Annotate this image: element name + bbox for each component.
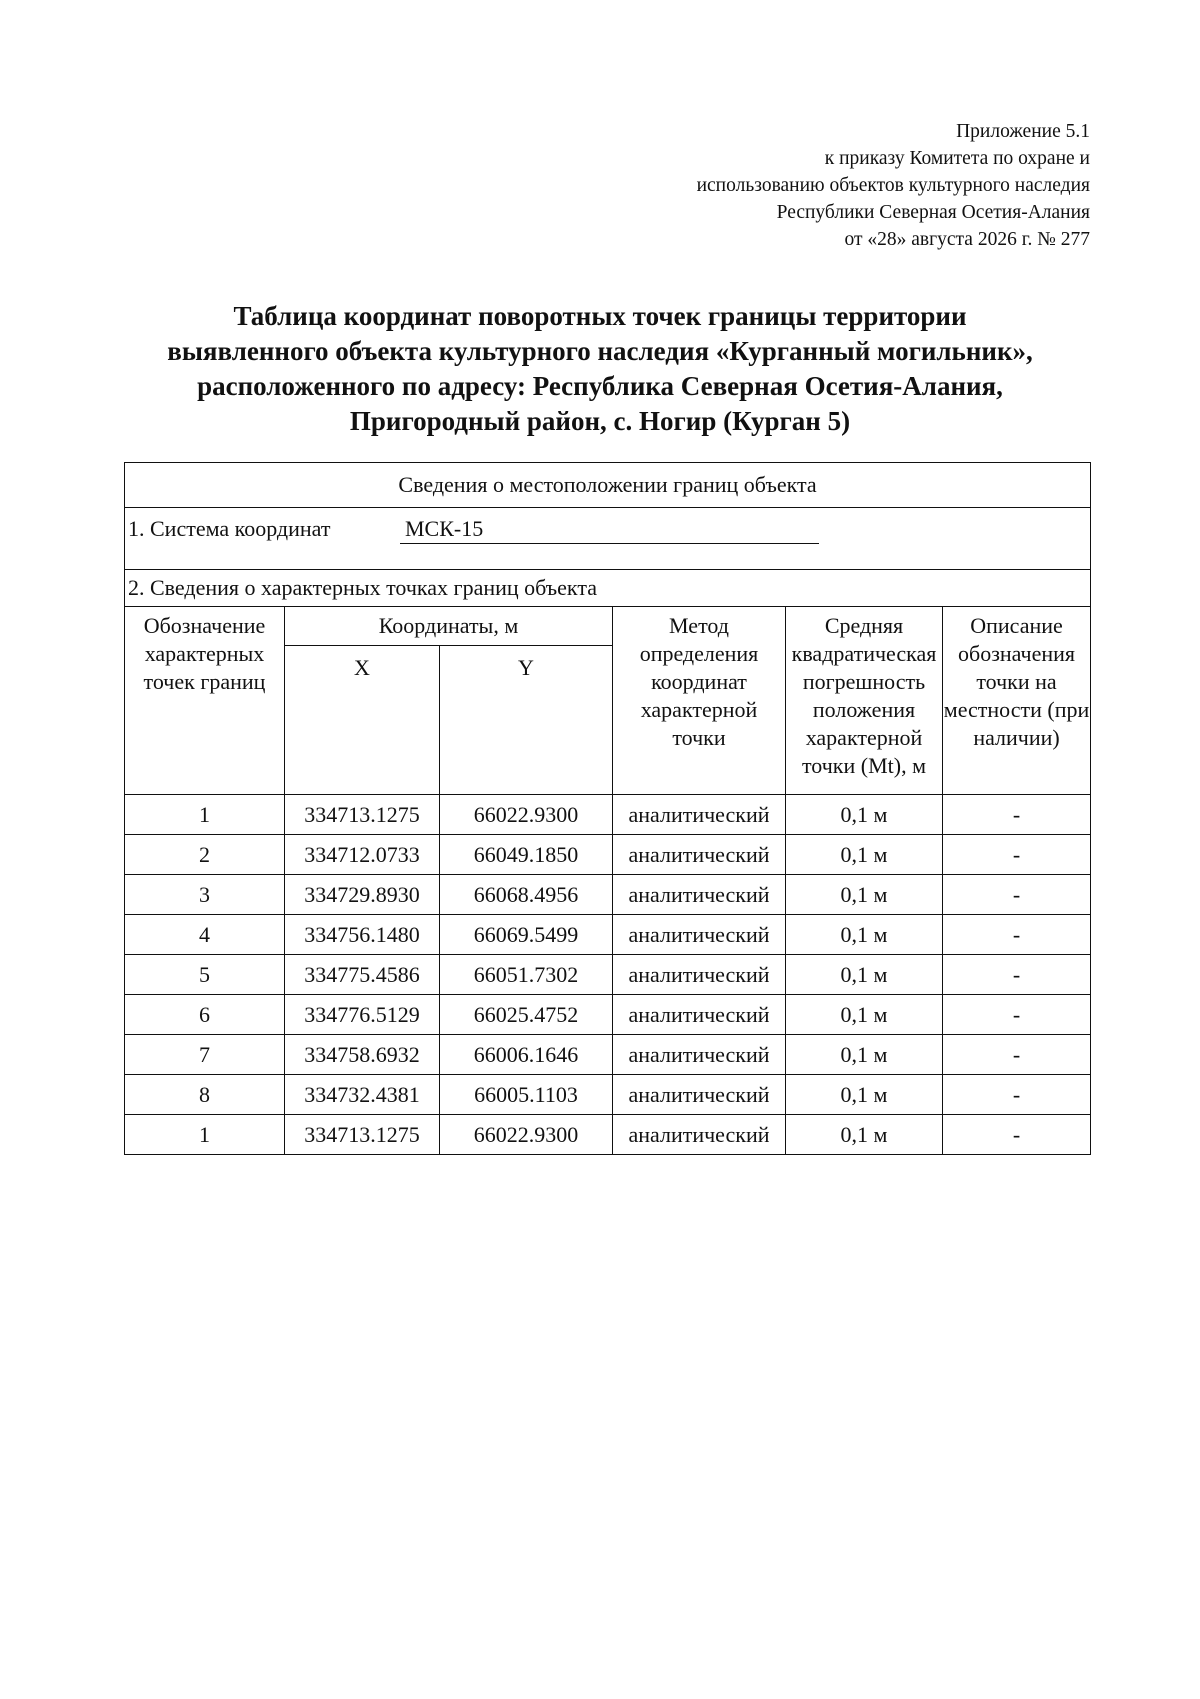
cell-description: - [943, 955, 1091, 995]
cell-description: - [943, 835, 1091, 875]
cell-point: 1 [125, 795, 285, 835]
cell-x: 334758.6932 [285, 1035, 440, 1075]
cell-method: аналитический [613, 875, 786, 915]
cell-x: 334776.5129 [285, 995, 440, 1035]
cell-description: - [943, 1115, 1091, 1155]
cell-y: 66006.1646 [440, 1035, 613, 1075]
cell-point: 7 [125, 1035, 285, 1075]
cell-error: 0,1 м [786, 955, 943, 995]
cell-x: 334712.0733 [285, 835, 440, 875]
cell-error: 0,1 м [786, 875, 943, 915]
header-method: Метод определения координат характерной точки [613, 607, 786, 795]
header-x: X [285, 646, 440, 795]
cell-x: 334756.1480 [285, 915, 440, 955]
cell-point: 4 [125, 915, 285, 955]
appendix-line: использованию объектов культурного наследия [696, 175, 1090, 196]
cell-method: аналитический [613, 1115, 786, 1155]
appendix-line: Республики Северная Осетия-Алания [776, 202, 1090, 223]
table-row [125, 915, 1091, 955]
cell-error: 0,1 м [786, 795, 943, 835]
table-row [125, 875, 1091, 915]
cell-method: аналитический [613, 995, 786, 1035]
appendix-line: к приказу Комитета по охране и [824, 148, 1090, 169]
cell-method: аналитический [613, 1035, 786, 1075]
cell-description: - [943, 795, 1091, 835]
cell-x: 334775.4586 [285, 955, 440, 995]
coord-system-cell [125, 508, 1091, 570]
cell-error: 0,1 м [786, 995, 943, 1035]
table-row [125, 955, 1091, 995]
cell-x: 334732.4381 [285, 1075, 440, 1115]
title-line: Пригородный район, с. Ногир (Курган 5) [349, 406, 851, 436]
title-line: расположенного по адресу: Республика Северная Осетия-Алания, [197, 371, 1003, 401]
section-title: Сведения о местоположении границ объекта [125, 463, 1091, 508]
cell-error: 0,1 м [786, 1075, 943, 1115]
table-row [125, 835, 1091, 875]
header-error: Средняя квадратическая погрешность положения характерной точки (Mt), м [786, 607, 943, 795]
cell-error: 0,1 м [786, 835, 943, 875]
cell-description: - [943, 915, 1091, 955]
cell-method: аналитический [613, 835, 786, 875]
cell-x: 334729.8930 [285, 875, 440, 915]
appendix-line: от «28» августа 2026 г. № 277 [844, 229, 1090, 250]
cell-point: 6 [125, 995, 285, 1035]
cell-point: 1 [125, 1115, 285, 1155]
cell-x: 334713.1275 [285, 1115, 440, 1155]
cell-point: 2 [125, 835, 285, 875]
table-row [125, 795, 1091, 835]
table-row [125, 995, 1091, 1035]
header-y: Y [440, 646, 613, 795]
cell-description: - [943, 995, 1091, 1035]
header-point: Обозначение характерных точек границ [125, 607, 285, 795]
cell-point: 5 [125, 955, 285, 995]
cell-method: аналитический [613, 955, 786, 995]
cell-error: 0,1 м [786, 915, 943, 955]
cell-y: 66068.4956 [440, 875, 613, 915]
cell-x: 334713.1275 [285, 795, 440, 835]
document-title [120, 299, 1080, 439]
header-description: Описание обозначения точки на местности (при наличии) [943, 607, 1091, 795]
cell-y: 66005.1103 [440, 1075, 613, 1115]
table-row [125, 1035, 1091, 1075]
cell-point: 8 [125, 1075, 285, 1115]
cell-y: 66022.9300 [440, 1115, 613, 1155]
cell-description: - [943, 875, 1091, 915]
cell-method: аналитический [613, 915, 786, 955]
coord-system-value: МСК-15 [400, 515, 819, 544]
coord-system-label: 1. Система координат [128, 516, 331, 541]
coordinates-table [124, 462, 1091, 1155]
title-line: выявленного объекта культурного наследия «Курганный могильник», [167, 336, 1033, 366]
title-line: Таблица координат поворотных точек границы территории [233, 301, 967, 331]
appendix-block [697, 118, 1090, 253]
header-coordinates: Координаты, м [285, 607, 613, 646]
cell-y: 66049.1850 [440, 835, 613, 875]
cell-description: - [943, 1035, 1091, 1075]
cell-y: 66025.4752 [440, 995, 613, 1035]
cell-error: 0,1 м [786, 1035, 943, 1075]
table-row [125, 1075, 1091, 1115]
points-section-title: 2. Сведения о характерных точках границ объекта [125, 570, 1091, 607]
cell-y: 66022.9300 [440, 795, 613, 835]
cell-y: 66069.5499 [440, 915, 613, 955]
cell-method: аналитический [613, 795, 786, 835]
cell-error: 0,1 м [786, 1115, 943, 1155]
table-row [125, 1115, 1091, 1155]
appendix-line: Приложение 5.1 [956, 121, 1090, 142]
cell-point: 3 [125, 875, 285, 915]
cell-description: - [943, 1075, 1091, 1115]
cell-method: аналитический [613, 1075, 786, 1115]
cell-y: 66051.7302 [440, 955, 613, 995]
